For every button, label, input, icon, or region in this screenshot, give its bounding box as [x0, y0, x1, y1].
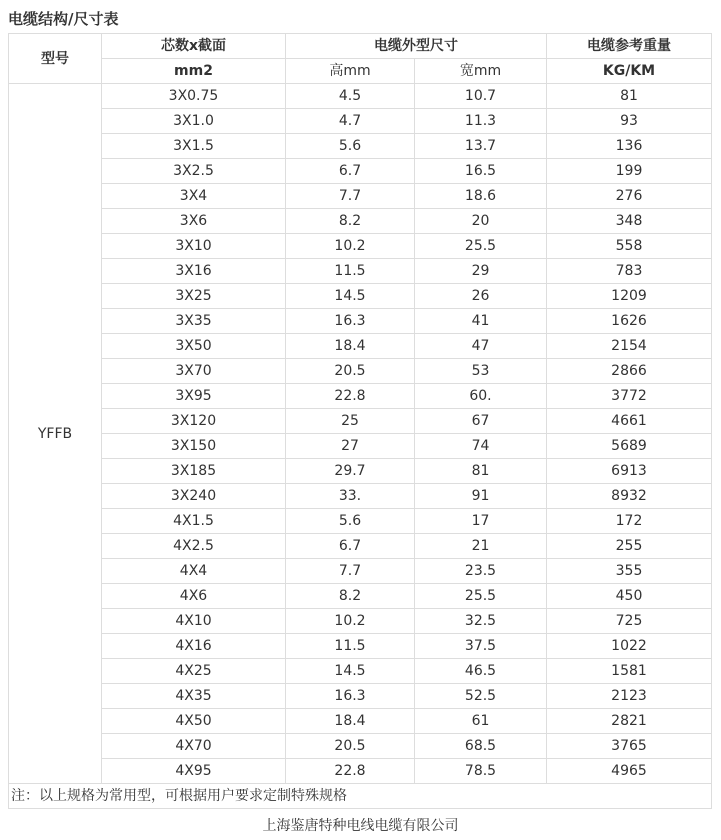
header-width: 宽mm [415, 59, 547, 84]
width-cell: 37.5 [415, 634, 547, 659]
height-cell: 20.5 [286, 359, 415, 384]
table-row [9, 684, 712, 709]
table-row [9, 209, 712, 234]
cores-cell: 3X6 [102, 209, 286, 234]
weight-cell: 199 [547, 159, 712, 184]
weight-cell: 558 [547, 234, 712, 259]
height-cell: 14.5 [286, 659, 415, 684]
weight-cell: 3772 [547, 384, 712, 409]
height-cell: 7.7 [286, 559, 415, 584]
width-cell: 53 [415, 359, 547, 384]
width-cell: 11.3 [415, 109, 547, 134]
height-cell: 29.7 [286, 459, 415, 484]
table-row [9, 284, 712, 309]
width-cell: 78.5 [415, 759, 547, 784]
table-row [9, 309, 712, 334]
height-cell: 7.7 [286, 184, 415, 209]
cores-cell: 4X1.5 [102, 509, 286, 534]
table-row [9, 259, 712, 284]
height-cell: 10.2 [286, 609, 415, 634]
weight-cell: 3765 [547, 734, 712, 759]
height-cell: 10.2 [286, 234, 415, 259]
width-cell: 61 [415, 709, 547, 734]
table-row [9, 709, 712, 734]
note-row [9, 784, 712, 809]
model-cell: YFFB [9, 84, 102, 784]
table-body [9, 84, 712, 784]
cores-cell: 3X95 [102, 384, 286, 409]
weight-cell: 136 [547, 134, 712, 159]
weight-cell: 450 [547, 584, 712, 609]
table-row [9, 609, 712, 634]
table-row [9, 359, 712, 384]
width-cell: 81 [415, 459, 547, 484]
weight-cell: 1022 [547, 634, 712, 659]
width-cell: 67 [415, 409, 547, 434]
weight-cell: 5689 [547, 434, 712, 459]
height-cell: 14.5 [286, 284, 415, 309]
weight-cell: 348 [547, 209, 712, 234]
weight-cell: 2154 [547, 334, 712, 359]
cores-cell: 4X2.5 [102, 534, 286, 559]
header-weight-unit: KG/KM [547, 59, 712, 84]
height-cell: 18.4 [286, 334, 415, 359]
height-cell: 22.8 [286, 759, 415, 784]
cores-cell: 3X4 [102, 184, 286, 209]
weight-cell: 725 [547, 609, 712, 634]
table-row [9, 559, 712, 584]
width-cell: 47 [415, 334, 547, 359]
height-cell: 20.5 [286, 734, 415, 759]
cores-cell: 4X4 [102, 559, 286, 584]
height-cell: 8.2 [286, 209, 415, 234]
width-cell: 20 [415, 209, 547, 234]
table-row [9, 634, 712, 659]
height-cell: 33. [286, 484, 415, 509]
table-row [9, 659, 712, 684]
cores-cell: 3X1.0 [102, 109, 286, 134]
table-row [9, 434, 712, 459]
width-cell: 17 [415, 509, 547, 534]
header-cores-unit: mm2 [102, 59, 286, 84]
cores-cell: 3X185 [102, 459, 286, 484]
width-cell: 60. [415, 384, 547, 409]
height-cell: 4.5 [286, 84, 415, 109]
cores-cell: 4X6 [102, 584, 286, 609]
table-row [9, 759, 712, 784]
cores-cell: 3X70 [102, 359, 286, 384]
weight-cell: 8932 [547, 484, 712, 509]
cores-cell: 3X25 [102, 284, 286, 309]
weight-cell: 93 [547, 109, 712, 134]
table-row [9, 109, 712, 134]
company-footer: 上海鉴唐特种电线电缆有限公司 [262, 818, 459, 834]
weight-cell: 1209 [547, 284, 712, 309]
height-cell: 16.3 [286, 684, 415, 709]
cores-cell: 3X10 [102, 234, 286, 259]
width-cell: 32.5 [415, 609, 547, 634]
height-cell: 5.6 [286, 509, 415, 534]
weight-cell: 1626 [547, 309, 712, 334]
weight-cell: 172 [547, 509, 712, 534]
width-cell: 13.7 [415, 134, 547, 159]
weight-cell: 4661 [547, 409, 712, 434]
height-cell: 5.6 [286, 134, 415, 159]
cores-cell: 3X1.5 [102, 134, 286, 159]
cores-cell: 4X70 [102, 734, 286, 759]
header-row-1 [9, 34, 712, 59]
weight-cell: 2821 [547, 709, 712, 734]
weight-cell: 2123 [547, 684, 712, 709]
cores-cell: 3X150 [102, 434, 286, 459]
table-row [9, 84, 712, 109]
spec-table [8, 33, 712, 809]
header-height: 高mm [286, 59, 415, 84]
weight-cell: 276 [547, 184, 712, 209]
weight-cell: 1581 [547, 659, 712, 684]
table-row [9, 409, 712, 434]
table-row [9, 234, 712, 259]
width-cell: 16.5 [415, 159, 547, 184]
width-cell: 21 [415, 534, 547, 559]
width-cell: 74 [415, 434, 547, 459]
width-cell: 91 [415, 484, 547, 509]
cores-cell: 4X16 [102, 634, 286, 659]
table-row [9, 459, 712, 484]
table-row [9, 184, 712, 209]
width-cell: 46.5 [415, 659, 547, 684]
table-row [9, 384, 712, 409]
cores-cell: 3X240 [102, 484, 286, 509]
cores-cell: 3X2.5 [102, 159, 286, 184]
header-model: 型号 [9, 34, 102, 84]
width-cell: 25.5 [415, 584, 547, 609]
width-cell: 41 [415, 309, 547, 334]
width-cell: 29 [415, 259, 547, 284]
width-cell: 68.5 [415, 734, 547, 759]
height-cell: 25 [286, 409, 415, 434]
header-dims: 电缆外型尺寸 [286, 34, 547, 59]
weight-cell: 783 [547, 259, 712, 284]
width-cell: 26 [415, 284, 547, 309]
table-row [9, 484, 712, 509]
height-cell: 6.7 [286, 534, 415, 559]
width-cell: 18.6 [415, 184, 547, 209]
height-cell: 11.5 [286, 259, 415, 284]
cores-cell: 3X0.75 [102, 84, 286, 109]
table-row [9, 734, 712, 759]
table-row [9, 509, 712, 534]
width-cell: 23.5 [415, 559, 547, 584]
header-weight: 电缆参考重量 [547, 34, 712, 59]
table-row [9, 134, 712, 159]
cores-cell: 4X35 [102, 684, 286, 709]
cores-cell: 3X35 [102, 309, 286, 334]
height-cell: 8.2 [286, 584, 415, 609]
width-cell: 25.5 [415, 234, 547, 259]
header-cores: 芯数x截面 [102, 34, 286, 59]
cores-cell: 4X50 [102, 709, 286, 734]
width-cell: 10.7 [415, 84, 547, 109]
height-cell: 11.5 [286, 634, 415, 659]
width-cell: 52.5 [415, 684, 547, 709]
weight-cell: 355 [547, 559, 712, 584]
table-row [9, 159, 712, 184]
height-cell: 27 [286, 434, 415, 459]
page-title: 电缆结构/尺寸表 [8, 10, 119, 28]
cores-cell: 4X10 [102, 609, 286, 634]
weight-cell: 255 [547, 534, 712, 559]
table-row [9, 334, 712, 359]
cores-cell: 3X50 [102, 334, 286, 359]
height-cell: 18.4 [286, 709, 415, 734]
weight-cell: 81 [547, 84, 712, 109]
note: 注：以上规格为常用型，可根据用户要求定制特殊规格 [9, 784, 712, 809]
height-cell: 6.7 [286, 159, 415, 184]
height-cell: 22.8 [286, 384, 415, 409]
cores-cell: 4X95 [102, 759, 286, 784]
cores-cell: 3X120 [102, 409, 286, 434]
table-row [9, 534, 712, 559]
height-cell: 16.3 [286, 309, 415, 334]
weight-cell: 2866 [547, 359, 712, 384]
table-row [9, 584, 712, 609]
weight-cell: 6913 [547, 459, 712, 484]
height-cell: 4.7 [286, 109, 415, 134]
cores-cell: 3X16 [102, 259, 286, 284]
weight-cell: 4965 [547, 759, 712, 784]
header-row-2 [9, 59, 712, 84]
cores-cell: 4X25 [102, 659, 286, 684]
